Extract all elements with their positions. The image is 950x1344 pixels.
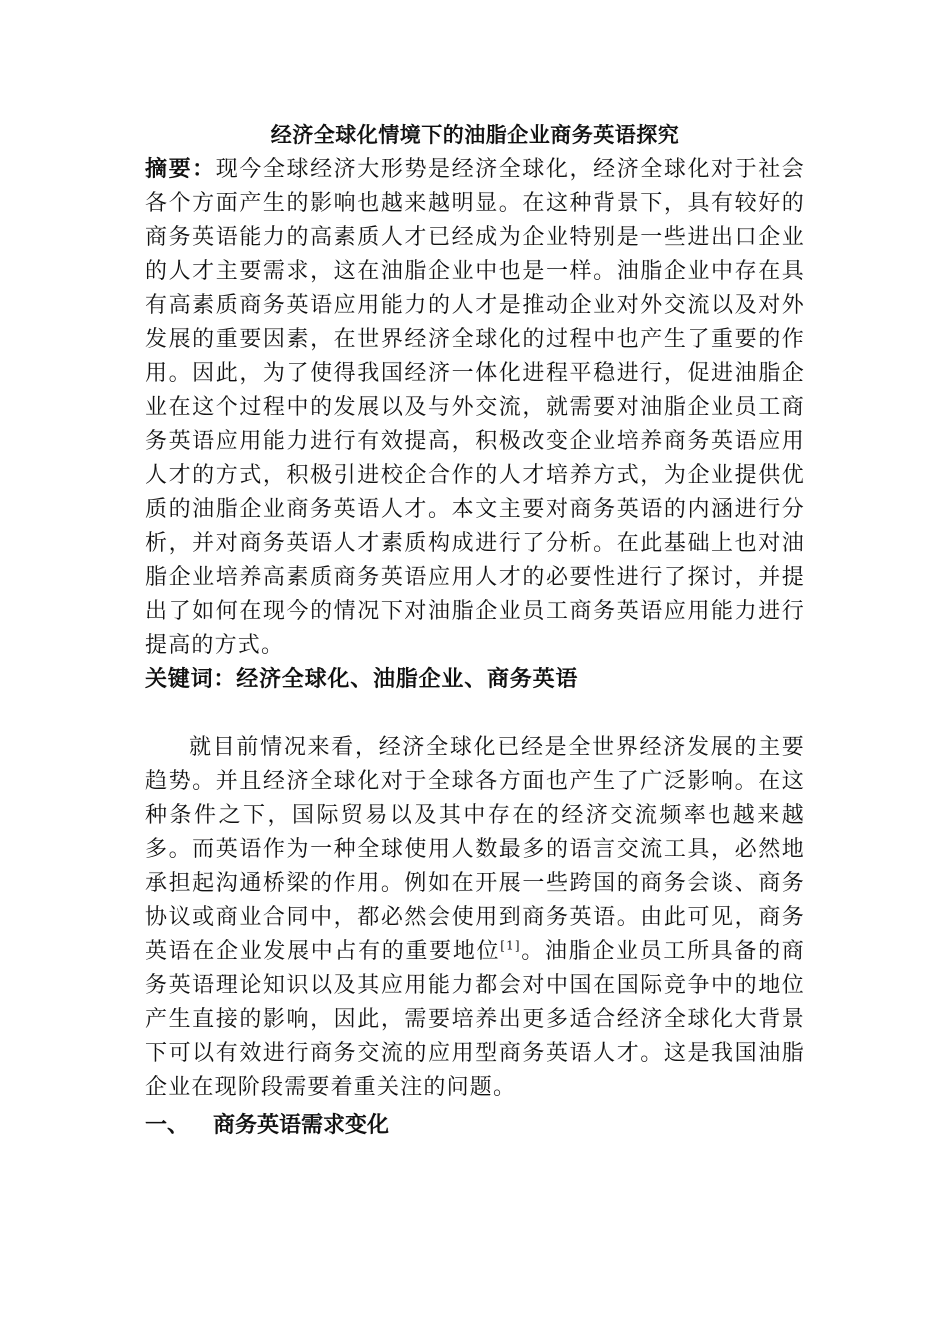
keywords-line: 关键词：经济全球化、油脂企业、商务英语 (145, 667, 579, 692)
section-title: 商务英语需求变化 (213, 1113, 390, 1138)
citation-ref: [1] (500, 938, 521, 953)
intro-text-part2: 。油脂企业员工所具备的商务英语理论知识以及其应用能力都会对中国在国际竞争中的地位产生直接的影响，因此，需要培养出更多适合经济全球化大背景下可以有效进行商务交流的应用型商务英语人才。这是我国油脂企业在现阶段需要着重关注的问题。 (145, 939, 805, 1100)
document-title: 经济全球化情境下的油脂企业商务英语探究 (270, 123, 680, 147)
intro-paragraph (145, 731, 805, 1105)
abstract-paragraph (145, 153, 805, 663)
section-number: 一、 (145, 1113, 190, 1138)
abstract-text: 现今全球经济大形势是经济全球化，经济全球化对于社会各个方面产生的影响也越来越明显。在这种背景下，具有较好的商务英语能力的高素质人才已经成为企业特别是一些进出口企业的人才主要需求，这在油脂企业中也是一样。油脂企业中存在具有高素质商务英语应用能力的人才是推动企业对外交流以及对外发展的重要因素，在世界经济全球化的过程中也产生了重要的作用。因此，为了使得我国经济一体化进程平稳进行，促进油脂企业在这个过程中的发展以及与外交流，就需要对油脂企业员工商务英语应用能力进行有效提高，积极改变企业培养商务英语应用人才的方式，积极引进校企合作的人才培养方式，为企业提供优质的油脂企业商务英语人才。本文主要对商务英语的内涵进行分析，并对商务英语人才素质构成进行了分析。在此基础上也对油脂企业培养高素质商务英语应用人才的必要性进行了探讨，并提出了如何在现今的情况下对油脂企业员工商务英语应用能力进行提高的方式。 (145, 157, 805, 658)
abstract-label: 摘要： (145, 157, 216, 182)
document-page (145, 117, 805, 1143)
section-heading (145, 1109, 805, 1143)
blank-line (145, 697, 805, 731)
intro-text-part1: 就目前情况来看，经济全球化已经是全世界经济发展的主要趋势。并且经济全球化对于全球各方面也产生了广泛影响。在这种条件之下，国际贸易以及其中存在的经济交流频率也越来越多。而英语作为一种全球使用人数最多的语言交流工具，必然地承担起沟通桥梁的作用。例如在开展一些跨国的商务会谈、商务协议或商业合同中，都必然会使用到商务英语。由此可见，商务英语在企业发展中占有的重要地位 (145, 735, 805, 964)
